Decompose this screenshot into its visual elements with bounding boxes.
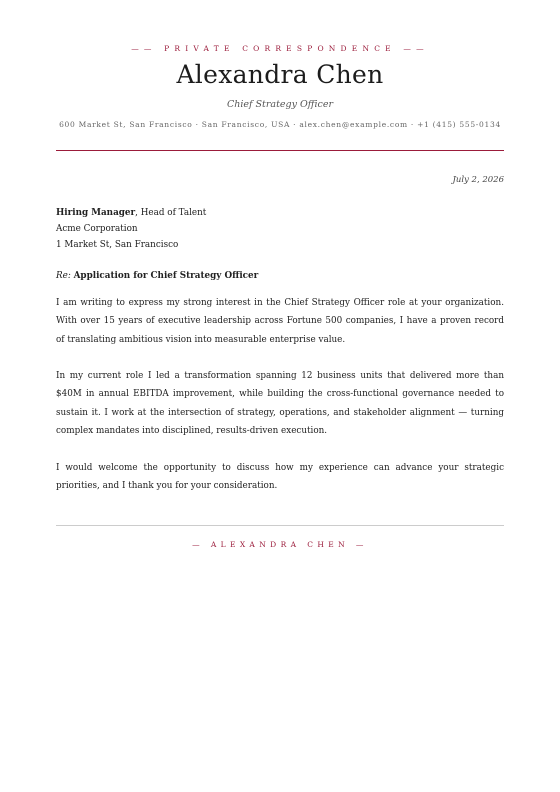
recipient-name: Hiring Manager [56,208,136,218]
header-divider [56,150,504,151]
recipient-name-line [56,205,504,221]
subject-text: Application for Chief Strategy Officer [73,271,259,281]
recipient-company: Acme Corporation [56,224,138,234]
sender-contact: 600 Market St, San Francisco · San Francisco, USA · alex.chen@example.com · +1 (415) 555-0134 [59,120,501,129]
body-paragraph: In my current role I led a transformation spanning 12 business units that delivered more than $40M in annual EBITDA improvement, while building the cross-functional governance needed to sustain it. I work at the intersection of strategy, operations, and stakeholder alignment — turning complex mandates into disciplined, results-driven execution. [56,371,504,437]
sender-title: Chief Strategy Officer [226,99,334,110]
body-paragraph: I am writing to express my strong interest in the Chief Strategy Officer role at your organization. With over 15 years of executive leadership across Fortune 500 companies, I have a proven record of translating ambitious vision into measurable enterprise value. [56,298,504,345]
subject-line [56,271,504,281]
header-eyebrow: —— PRIVATE CORRESPONDENCE —— [131,44,429,53]
recipient-role: , Head of Talent [135,208,207,218]
letter-body [56,294,504,514]
recipient-address: 1 Market St, San Francisco [56,240,179,250]
sender-name: Alexandra Chen [176,60,384,89]
signature: — ALEXANDRA CHEN — [192,540,368,549]
letter-date: July 2, 2026 [452,175,504,185]
recipient-block [56,205,504,253]
footer-divider [56,525,504,526]
body-paragraph: I would welcome the opportunity to discuss how my experience can advance your strategic priorities, and I thank you for your consideration. [56,462,504,491]
subject-prefix: Re: [56,271,71,281]
